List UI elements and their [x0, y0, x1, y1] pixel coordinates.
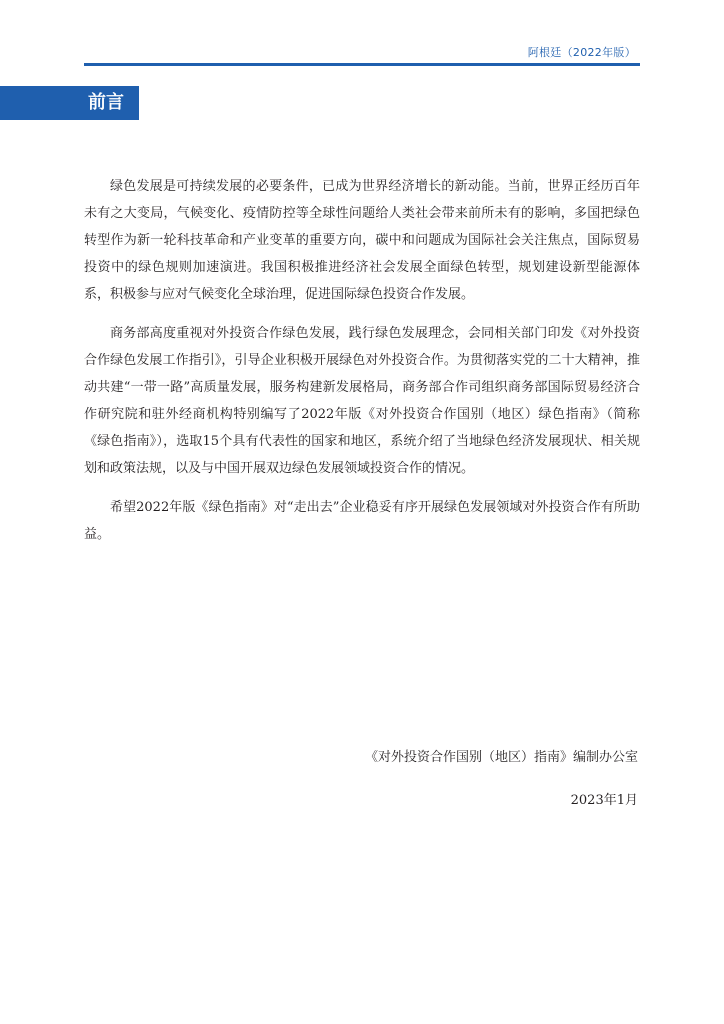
signature-office: 《对外投资合作国别（地区）指南》编制办公室 — [364, 750, 638, 765]
paragraph-2: 商务部高度重视对外投资合作绿色发展，践行绿色发展理念，会同相关部门印发《对外投资合作绿色发展工作指引》，引导企业积极开展绿色对外投资合作。为贯彻落实党的二十大精神，推动共建“一带一路”高质量发展，服务构建新发展格局，商务部合作司组织商务部国际贸易经济合作研究院和驻外经商机构特别编写了2022年版《对外投资合作国别（地区）绿色指南》（简称《绿色指南》），选取15个具有代表性的国家和地区，系统介绍了当地绿色经济发展现状、相关规划和政策法规，以及与中国开展双边绿色发展领域投资合作的情况。 — [84, 326, 640, 476]
header-divider — [84, 63, 640, 66]
paragraph-3: 希望2022年版《绿色指南》对“走出去”企业稳妥有序开展绿色发展领域对外投资合作有所助益。 — [84, 500, 640, 542]
section-title: 前言 — [88, 92, 124, 113]
signature-date: 2023年1月 — [570, 793, 638, 808]
preface-body — [84, 173, 640, 560]
paragraph-1: 绿色发展是可持续发展的必要条件，已成为世界经济增长的新动能。当前，世界正经历百年未有之大变局，气候变化、疫情防控等全球性问题给人类社会带来前所未有的影响，多国把绿色转型作为新一轮科技革命和产业变革的重要方向，碳中和问题成为国际社会关注焦点，国际贸易投资中的绿色规则加速演进。我国积极推进经济社会发展全面绿色转型，规划建设新型能源体系，积极参与应对气候变化全球治理，促进国际绿色投资合作发展。 — [84, 179, 640, 302]
running-header-title: 阿根廷（2022年版） — [527, 46, 636, 59]
section-title-banner — [0, 86, 139, 120]
